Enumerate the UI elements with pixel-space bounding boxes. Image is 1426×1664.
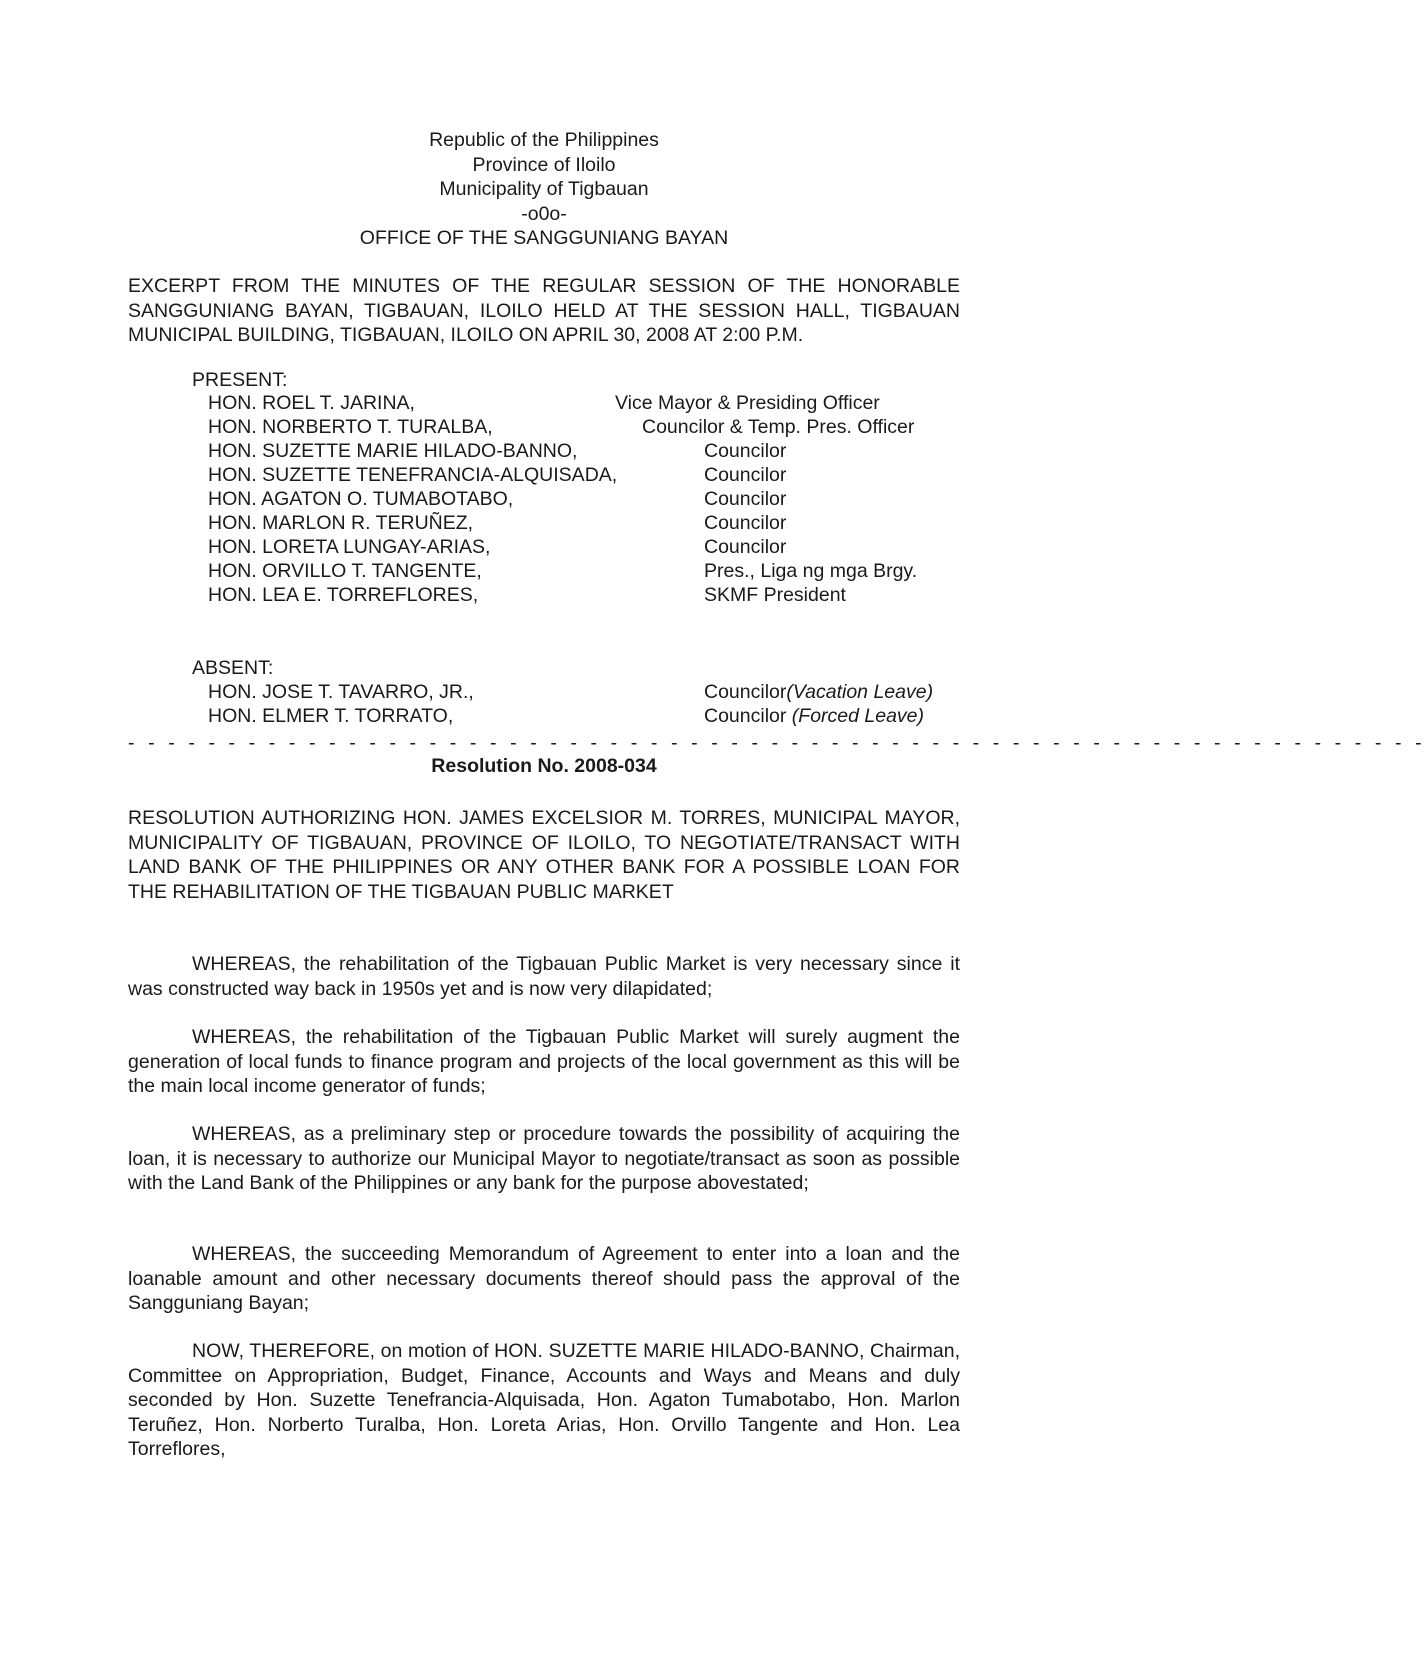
attendee-position: Councilor & Temp. Pres. Officer (642, 416, 915, 438)
attendee-name: HON. SUZETTE TENEFRANCIA-ALQUISADA, (208, 464, 618, 486)
attendee-name: HON. MARLON R. TERUÑEZ, (208, 512, 474, 534)
resolution-number: Resolution No. 2008-034 (431, 755, 657, 777)
attendee-position: Councilor (704, 512, 787, 534)
leave-note: (Forced Leave) (791, 705, 925, 727)
attendee-row (208, 415, 960, 440)
absentee-row (208, 704, 960, 729)
attendee-row (208, 511, 960, 536)
resolution-title: RESOLUTION AUTHORIZING HON. JAMES EXCELSIOR M. TORRES, MUNICIPAL MAYOR, MUNICIPALITY OF TIGBAUAN, PROVINCE OF ILOILO, TO NEGOTIATE/TRANSACT WITH LAND BANK OF THE PHILIPPINES OR ANY OTHER BANK FOR A POSSIBLE LOAN FOR THE REHABILITATION OF THE TIGBAUAN PUBLIC MARKET (128, 807, 960, 903)
attendee-row (208, 439, 960, 464)
letterhead (0, 128, 1088, 251)
resolving-paragraph: NOW, THEREFORE, on motion of HON. SUZETTE MARIE HILADO-BANNO, Chairman, Committee on Appropriation, Budget, Finance, Accounts and Ways and Means and duly seconded by Hon. Suzette Tenefrancia-Alquisada, Hon. Agaton Tumabotabo, Hon. Marlon Teruñez, Hon. Norberto Turalba, Hon. Loreta Arias, Hon. Orvillo Tangente and Hon. Lea Torreflores, (128, 1340, 960, 1460)
absentee-name: HON. ELMER T. TORRATO, (208, 705, 454, 727)
header-republic: Republic of the Philippines (429, 129, 659, 151)
absentee-row (208, 680, 960, 705)
whereas-paragraph: WHEREAS, as a preliminary step or procedure towards the possibility of acquiring the loan, it is necessary to authorize our Municipal Mayor to negotiate/transact as soon as possible with the Land Bank of the Philippines or any bank for the purpose abovestated; (128, 1123, 960, 1194)
attendee-row (208, 487, 960, 512)
attendee-position: SKMF President (704, 584, 846, 606)
absent-label: ABSENT: (192, 657, 274, 679)
attendee-row (208, 583, 960, 608)
dashed-separator: - - - - - - - - - - - - - - - - - - - - - - - - - - - - - - - - - - - - - - - - - - - - - - - - - - - - - - - - - - - - - - - - - (128, 732, 1426, 754)
attendee-name: HON. NORBERTO T. TURALBA, (208, 416, 493, 438)
present-label: PRESENT: (192, 369, 288, 391)
absentee-position-wrap (704, 704, 924, 729)
absentee-position: Councilor (704, 705, 792, 727)
attendee-position: Councilor (704, 488, 787, 510)
attendee-row (208, 559, 960, 584)
attendee-row (208, 391, 960, 416)
attendee-name: HON. AGATON O. TUMABOTABO, (208, 488, 514, 510)
attendee-name: HON. ROEL T. JARINA, (208, 392, 415, 414)
attendee-position: Councilor (704, 536, 787, 558)
header-office: OFFICE OF THE SANGGUNIANG BAYAN (359, 227, 729, 249)
absentee-name: HON. JOSE T. TAVARRO, JR., (208, 681, 474, 703)
attendee-position: Councilor (704, 464, 787, 486)
minutes-excerpt: EXCERPT FROM THE MINUTES OF THE REGULAR SESSION OF THE HONORABLE SANGGUNIANG BAYAN, TIGBAUAN, ILOILO HELD AT THE SESSION HALL, TIGBAUAN MUNICIPAL BUILDING, TIGBAUAN, ILOILO ON APRIL 30, 2008 AT 2:00 P.M. (128, 275, 960, 346)
attendee-name: HON. ORVILLO T. TANGENTE, (208, 560, 482, 582)
header-province: Province of Iloilo (472, 153, 616, 176)
absentee-position-wrap (704, 680, 933, 705)
leave-note: (Vacation Leave) (786, 681, 934, 703)
attendee-name: HON. LEA E. TORREFLORES, (208, 584, 479, 606)
attendee-row (208, 535, 960, 560)
whereas-paragraph: WHEREAS, the rehabilitation of the Tigbauan Public Market is very necessary since it was constructed way back in 1950s yet and is now very dilapidated; (128, 953, 960, 1000)
absentee-position: Councilor (704, 681, 787, 703)
whereas-paragraph: WHEREAS, the succeeding Memorandum of Agreement to enter into a loan and the loanable amount and other necessary documents thereof should pass the approval of the Sangguniang Bayan; (128, 1243, 960, 1314)
attendee-row (208, 463, 960, 488)
whereas-paragraph: WHEREAS, the rehabilitation of the Tigbauan Public Market will surely augment the generation of local funds to finance program and projects of the local government as this will be the main local income generator of funds; (128, 1026, 960, 1097)
header-ornament: -o0o- (521, 202, 567, 225)
attendee-name: HON. LORETA LUNGAY-ARIAS, (208, 536, 491, 558)
attendee-position: Pres., Liga ng mga Brgy. (704, 560, 918, 582)
attendee-name: HON. SUZETTE MARIE HILADO-BANNO, (208, 440, 578, 462)
header-municipality: Municipality of Tigbauan (439, 178, 649, 200)
attendee-position: Vice Mayor & Presiding Officer (615, 392, 880, 414)
attendee-position: Councilor (704, 440, 787, 462)
